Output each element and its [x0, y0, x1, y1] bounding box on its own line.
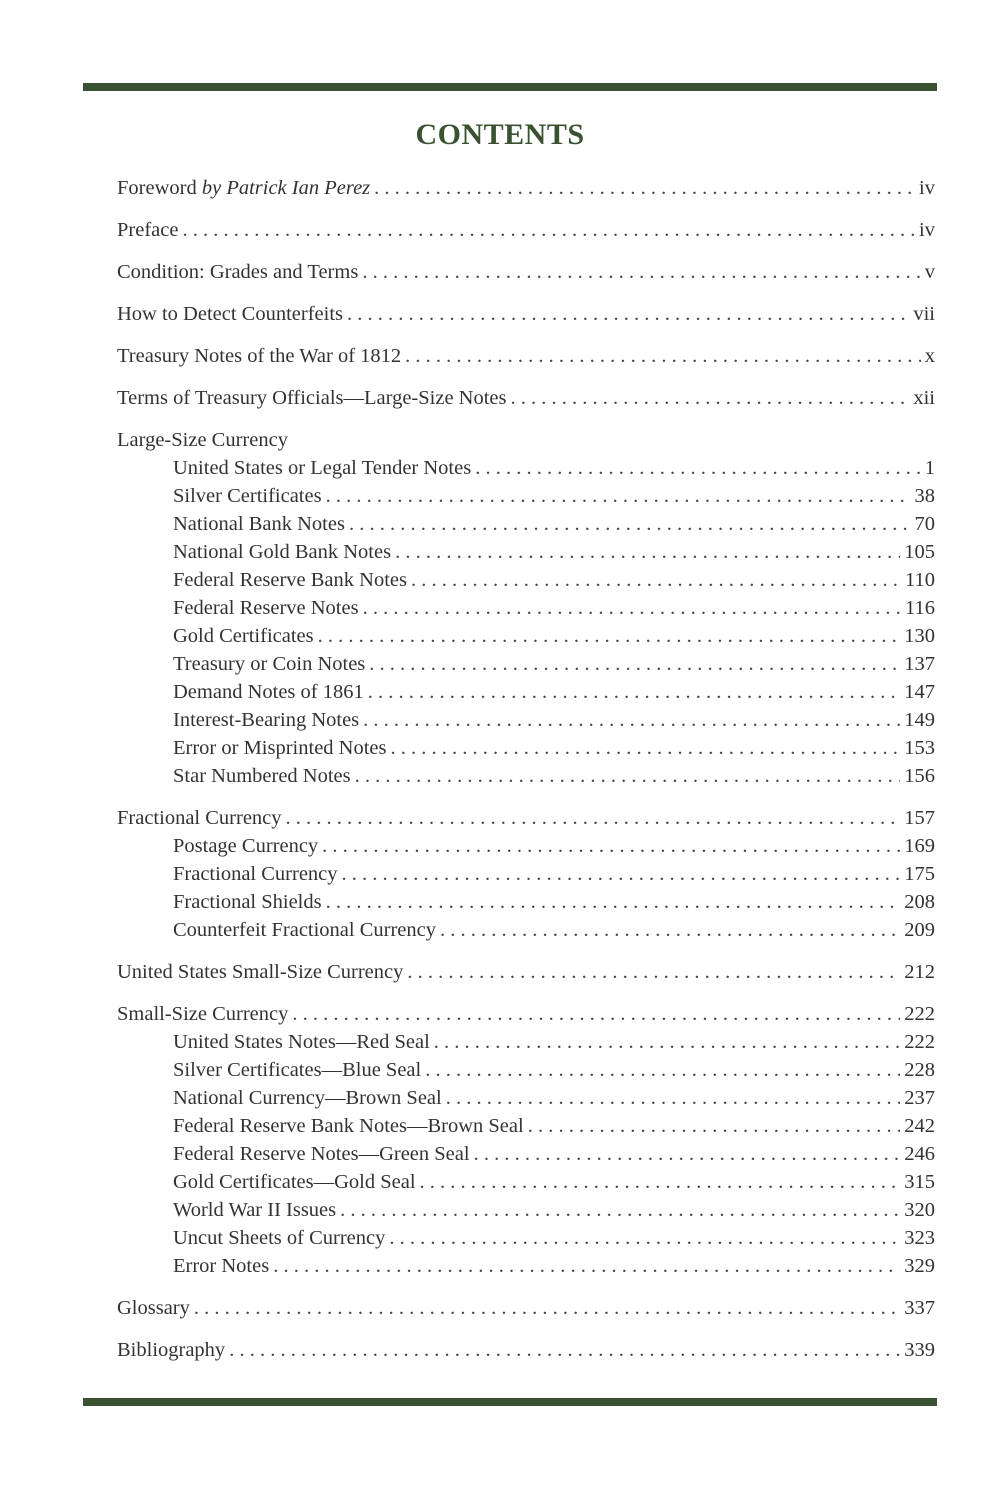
toc-page-number: 38: [914, 485, 935, 507]
toc-label: Glossary: [117, 1297, 190, 1319]
toc-page-number: 169: [904, 835, 935, 857]
toc-subentry[interactable]: [117, 916, 935, 944]
dot-leader: [363, 706, 900, 734]
toc-subentry[interactable]: [117, 706, 935, 734]
dot-leader: [273, 1252, 900, 1280]
toc-label: Federal Reserve Bank Notes: [173, 569, 407, 591]
toc-page-number: 105: [904, 541, 935, 563]
toc-subentry[interactable]: [117, 1056, 935, 1084]
toc-section-heading-large-size: Large-Size Currency: [117, 429, 288, 451]
toc-label: Silver Certificates—Blue Seal: [173, 1059, 422, 1081]
toc-entry-war-of-1812[interactable]: [117, 342, 935, 370]
dot-leader: [420, 1168, 901, 1196]
toc-page-number: x: [924, 345, 935, 367]
dot-leader: [391, 734, 901, 762]
dot-leader: [405, 342, 921, 370]
toc-label: World War II Issues: [173, 1199, 337, 1221]
dot-leader: [425, 1056, 900, 1084]
toc-label: Terms of Treasury Officials—Large-Size Notes: [117, 387, 507, 409]
dot-leader: [369, 650, 900, 678]
toc-subentry[interactable]: [117, 1084, 935, 1112]
dot-leader: [326, 888, 901, 916]
toc-entry-foreword[interactable]: [117, 174, 935, 202]
toc-page-number: xii: [913, 387, 935, 409]
toc-page-number: 70: [914, 513, 935, 535]
toc-page-number: 149: [904, 709, 935, 731]
toc-label: Silver Certificates: [173, 485, 322, 507]
toc-page-number: 228: [904, 1059, 935, 1081]
dot-leader: [395, 538, 900, 566]
toc-entry-counterfeits[interactable]: [117, 300, 935, 328]
toc-page-number: 1: [924, 457, 935, 479]
toc-label: United States Notes—Red Seal: [173, 1031, 430, 1053]
dot-leader: [318, 622, 901, 650]
toc-label: Fractional Currency: [173, 863, 338, 885]
toc-subentry[interactable]: [117, 860, 935, 888]
toc-subentry[interactable]: [117, 482, 935, 510]
toc-subentry[interactable]: [117, 566, 935, 594]
toc-page-number: 147: [904, 681, 935, 703]
toc-page-number: 212: [904, 961, 935, 983]
toc-label: Counterfeit Fractional Currency: [173, 919, 436, 941]
toc-page-number: 339: [904, 1339, 935, 1361]
toc-label: Star Numbered Notes: [173, 765, 351, 787]
dot-leader: [474, 1140, 901, 1168]
toc-label: Small-Size Currency: [117, 1003, 289, 1025]
top-rule: [83, 83, 937, 91]
page-title: CONTENTS: [415, 118, 585, 151]
toc-label: National Bank Notes: [173, 513, 345, 535]
toc-label: Gold Certificates—Gold Seal: [173, 1171, 416, 1193]
toc-page-number: 246: [904, 1143, 935, 1165]
toc-entry-glossary[interactable]: [117, 1294, 935, 1322]
dot-leader: [326, 482, 911, 510]
toc-page-number: iv: [919, 219, 935, 241]
toc-page-number: 222: [904, 1003, 935, 1025]
toc-subentry[interactable]: [117, 510, 935, 538]
toc-page-number: v: [924, 261, 935, 283]
toc-entry-preface[interactable]: [117, 216, 935, 244]
toc-page-number: 209: [904, 919, 935, 941]
toc-subentry[interactable]: [117, 1140, 935, 1168]
toc-label: Foreword by Patrick Ian Perez: [117, 177, 371, 199]
dot-leader: [182, 216, 915, 244]
toc-label: Uncut Sheets of Currency: [173, 1227, 386, 1249]
dot-leader: [229, 1336, 900, 1364]
toc-page-number: 337: [904, 1297, 935, 1319]
toc-label: Preface: [117, 219, 179, 241]
toc-label: National Currency—Brown Seal: [173, 1087, 442, 1109]
dot-leader: [362, 258, 920, 286]
toc-subentry[interactable]: [117, 832, 935, 860]
dot-leader: [349, 510, 911, 538]
toc-label: Condition: Grades and Terms: [117, 261, 359, 283]
toc-label: Federal Reserve Bank Notes—Brown Seal: [173, 1115, 524, 1137]
toc-page-number: 323: [904, 1227, 935, 1249]
toc-subentry[interactable]: [117, 1168, 935, 1196]
toc-page-number: 329: [904, 1255, 935, 1277]
toc-subentry[interactable]: [117, 1252, 935, 1280]
table-of-contents: [117, 174, 935, 1364]
dot-leader: [440, 916, 900, 944]
toc-entry-fractional[interactable]: [117, 804, 935, 832]
toc-subentry[interactable]: [117, 538, 935, 566]
toc-page-number: 130: [904, 625, 935, 647]
toc-entry-bibliography[interactable]: [117, 1336, 935, 1364]
toc-subentry[interactable]: [117, 1196, 935, 1224]
dot-leader: [363, 594, 901, 622]
dot-leader: [322, 832, 900, 860]
toc-page-number: vii: [913, 303, 935, 325]
dot-leader: [374, 174, 915, 202]
toc-page-number: 157: [904, 807, 935, 829]
toc-label: Interest-Bearing Notes: [173, 709, 360, 731]
toc-subentry[interactable]: [117, 622, 935, 650]
toc-label: National Gold Bank Notes: [173, 541, 392, 563]
toc-page-number: 208: [904, 891, 935, 913]
toc-subentry[interactable]: [117, 734, 935, 762]
bottom-rule: [83, 1398, 937, 1406]
toc-label: Federal Reserve Notes: [173, 597, 359, 619]
dot-leader: [342, 860, 901, 888]
toc-label: Fractional Shields: [173, 891, 322, 913]
dot-leader: [355, 762, 901, 790]
toc-label: How to Detect Counterfeits: [117, 303, 344, 325]
toc-subentry[interactable]: [117, 650, 935, 678]
toc-subentry[interactable]: [117, 678, 935, 706]
dot-leader: [411, 566, 901, 594]
dot-leader: [347, 300, 909, 328]
toc-entry-condition[interactable]: [117, 258, 935, 286]
toc-subentry[interactable]: [117, 1224, 935, 1252]
toc-label: Gold Certificates: [173, 625, 314, 647]
toc-subentry[interactable]: [117, 1028, 935, 1056]
toc-page-number: 137: [904, 653, 935, 675]
dot-leader: [446, 1084, 901, 1112]
toc-page-number: 153: [904, 737, 935, 759]
toc-label: Error or Misprinted Notes: [173, 737, 387, 759]
toc-label: Postage Currency: [173, 835, 319, 857]
toc-page-number: 315: [904, 1171, 935, 1193]
toc-page-number: 242: [904, 1115, 935, 1137]
toc-page-number: 175: [904, 863, 935, 885]
toc-page-number: 320: [904, 1199, 935, 1221]
toc-entry-treasury-officials[interactable]: [117, 384, 935, 412]
dot-leader: [368, 678, 901, 706]
dot-leader: [194, 1294, 900, 1322]
toc-subentry[interactable]: [117, 1112, 935, 1140]
toc-label: Treasury Notes of the War of 1812: [117, 345, 402, 367]
toc-subentry[interactable]: [117, 454, 935, 482]
toc-label: United States or Legal Tender Notes: [173, 457, 472, 479]
toc-page-number: 237: [904, 1087, 935, 1109]
dot-leader: [389, 1224, 900, 1252]
dot-leader: [434, 1028, 900, 1056]
dot-leader: [528, 1112, 901, 1140]
toc-subentry[interactable]: [117, 888, 935, 916]
toc-label: Error Notes: [173, 1255, 270, 1277]
dot-leader: [286, 804, 901, 832]
toc-label: Bibliography: [117, 1339, 226, 1361]
toc-subentry[interactable]: [117, 762, 935, 790]
dot-leader: [511, 384, 910, 412]
toc-subentry[interactable]: [117, 594, 935, 622]
dot-leader: [292, 1000, 900, 1028]
dot-leader: [407, 958, 900, 986]
dot-leader: [340, 1196, 900, 1224]
toc-page-number: 156: [904, 765, 935, 787]
toc-entry-us-small-size[interactable]: [117, 958, 935, 986]
toc-label: Federal Reserve Notes—Green Seal: [173, 1143, 470, 1165]
toc-label: United States Small-Size Currency: [117, 961, 404, 983]
toc-page-number: 222: [904, 1031, 935, 1053]
toc-label: Treasury or Coin Notes: [173, 653, 366, 675]
foreword-byline: by Patrick Ian Perez: [201, 177, 371, 199]
toc-label: Fractional Currency: [117, 807, 282, 829]
dot-leader: [475, 454, 921, 482]
toc-page-number: 110: [905, 569, 935, 591]
toc-label: Demand Notes of 1861: [173, 681, 364, 703]
toc-entry-small-size[interactable]: [117, 1000, 935, 1028]
toc-page-number: 116: [905, 597, 935, 619]
toc-page-number: iv: [919, 177, 935, 199]
